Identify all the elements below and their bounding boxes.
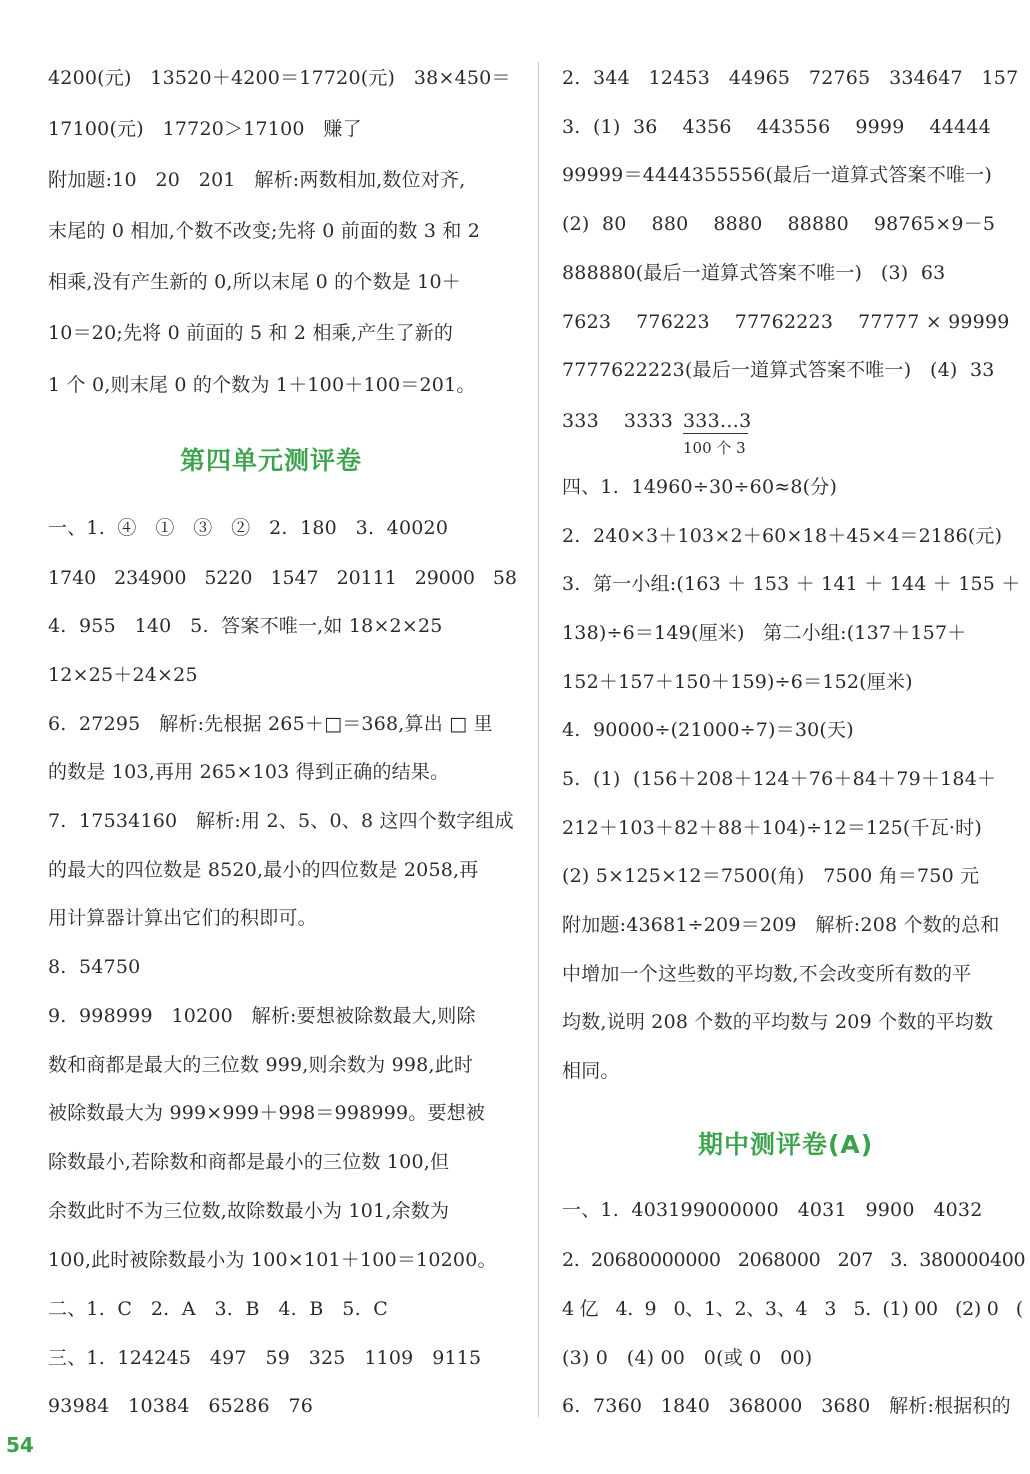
text-line: 1740 234900 5220 1547 20111 29000 58 (48, 567, 517, 589)
text-line: 数和商都是最大的三位数 999,则余数为 998,此时 (48, 1054, 474, 1076)
text-line: 12×25＋24×25 (48, 664, 198, 686)
text-line: 138)÷6＝149(厘米) 第二小组:(137＋157＋ (562, 622, 967, 644)
text-line: 相乘,没有产生新的 0,所以末尾 0 的个数是 10＋ (48, 271, 461, 293)
text-line: 93984 10384 65286 76 (48, 1395, 314, 1417)
text-line: 相同。 (562, 1060, 620, 1082)
text-line: 一、1. 403199000000 4031 9900 4032 (562, 1199, 983, 1221)
text-line: (2) 5×125×12＝7500(角) 7500 角＝750 元 (562, 865, 980, 887)
text-line: 3. 第一小组:(163 ＋ 153 ＋ 141 ＋ 144 ＋ 155 ＋ (562, 573, 1021, 595)
text-line: 333 3333 (562, 410, 673, 432)
text-line: (3) 0 (4) 00 0(或 0 00) (562, 1347, 813, 1369)
text-line: 附加题:10 20 201 解析:两数相加,数位对齐, (48, 169, 466, 191)
text-line: 均数,说明 208 个数的平均数与 209 个数的平均数 (562, 1011, 994, 1033)
text-line: 7777622223(最后一道算式答案不唯一) (4) 33 (562, 359, 995, 381)
text-line: 被除数最大为 999×999＋998＝998999。要想被 (48, 1102, 486, 1124)
text-line: 末尾的 0 相加,个数不改变;先将 0 前面的数 3 和 2 (48, 220, 481, 242)
underbrace-label: 100 个 3 (683, 439, 746, 457)
text-line: 1 个 0,则末尾 0 的个数为 1＋100＋100＝201。 (48, 374, 476, 396)
text-line: 三、1. 124245 497 59 325 1109 9115 (48, 1347, 482, 1369)
text-line: 2. 20680000000 2068000 207 3. 380000400 (562, 1249, 1026, 1271)
page-number: 54 (6, 1433, 34, 1457)
text-line: 17100(元) 17720＞17100 赚了 (48, 118, 362, 140)
text-line: 4. 955 140 5. 答案不唯一,如 18×2×25 (48, 615, 443, 637)
text-line: 一、1. ④ ① ③ ② 2. 180 3. 40020 (48, 517, 449, 539)
text-line: 99999＝4444355556(最后一道算式答案不唯一) (562, 164, 992, 186)
section-title: 第四单元测评卷 (180, 446, 363, 475)
text-line: 6. 7360 1840 368000 3680 解析:根据积的 (562, 1395, 1011, 1417)
text-line: 100,此时被除数最小为 100×101＋100＝10200。 (48, 1249, 497, 1271)
text-line: 888880(最后一道算式答案不唯一) (3) 63 (562, 262, 946, 284)
text-line: 用计算器计算出它们的积即可。 (48, 907, 317, 929)
text-line: 的最大的四位数是 8520,最小的四位数是 2058,再 (48, 859, 479, 881)
text-line: 二、1. C 2. A 3. B 4. B 5. C (48, 1298, 389, 1320)
text-line: 7623 776223 77762223 77777 × 99999 (562, 311, 1010, 333)
text-line: 10＝20;先将 0 前面的 5 和 2 相乘,产生了新的 (48, 322, 454, 344)
text-line: 附加题:43681÷209＝209 解析:208 个数的总和 (562, 914, 1000, 936)
text-line: 152＋157＋150＋159)÷6＝152(厘米) (562, 671, 913, 693)
text-line: 4 亿 4. 9 0、1、2、3、4 3 5. (1) 00 (2) 0 ( (562, 1298, 1023, 1320)
column-divider (538, 62, 539, 1417)
text-line: 2. 344 12453 44965 72765 334647 157 (562, 67, 1019, 89)
section-title: 期中测评卷(A) (698, 1130, 874, 1159)
text-line: 的数是 103,再用 265×103 得到正确的结果。 (48, 761, 450, 783)
text-line: 212＋103＋82＋88＋104)÷12＝125(千瓦·时) (562, 817, 982, 839)
text-line: 除数最小,若除数和商都是最小的三位数 100,但 (48, 1151, 450, 1173)
text-line: 余数此时不为三位数,故除数最小为 101,余数为 (48, 1200, 450, 1222)
text-line: 4. 90000÷(21000÷7)＝30(天) (562, 719, 854, 741)
underbrace-line (683, 433, 748, 434)
text-line: 中增加一个这些数的平均数,不会改变所有数的平 (562, 963, 972, 985)
text-line: 7. 17534160 解析:用 2、5、0、8 这四个数字组成 (48, 810, 514, 832)
text-line: 4200(元) 13520＋4200＝17720(元) 38×450＝ (48, 67, 511, 89)
repeated-digits: 333…3 (683, 410, 752, 432)
text-line: 5. (1) (156＋208＋124＋76＋84＋79＋184＋ (562, 768, 997, 790)
text-line: 2. 240×3＋103×2＋60×18＋45×4＝2186(元) (562, 525, 1003, 547)
text-line: 9. 998999 10200 解析:要想被除数最大,则除 (48, 1005, 476, 1027)
text-line: 3. (1) 36 4356 443556 9999 44444 (562, 116, 991, 138)
right-column (540, 0, 1030, 1474)
text-line: 四、1. 14960÷30÷60≈8(分) (562, 476, 838, 498)
text-line: (2) 80 880 8880 88880 98765×9－5 (562, 213, 996, 235)
text-line: 8. 54750 (48, 956, 141, 978)
text-line: 6. 27295 解析:先根据 265＋□＝368,算出 □ 里 (48, 713, 493, 735)
